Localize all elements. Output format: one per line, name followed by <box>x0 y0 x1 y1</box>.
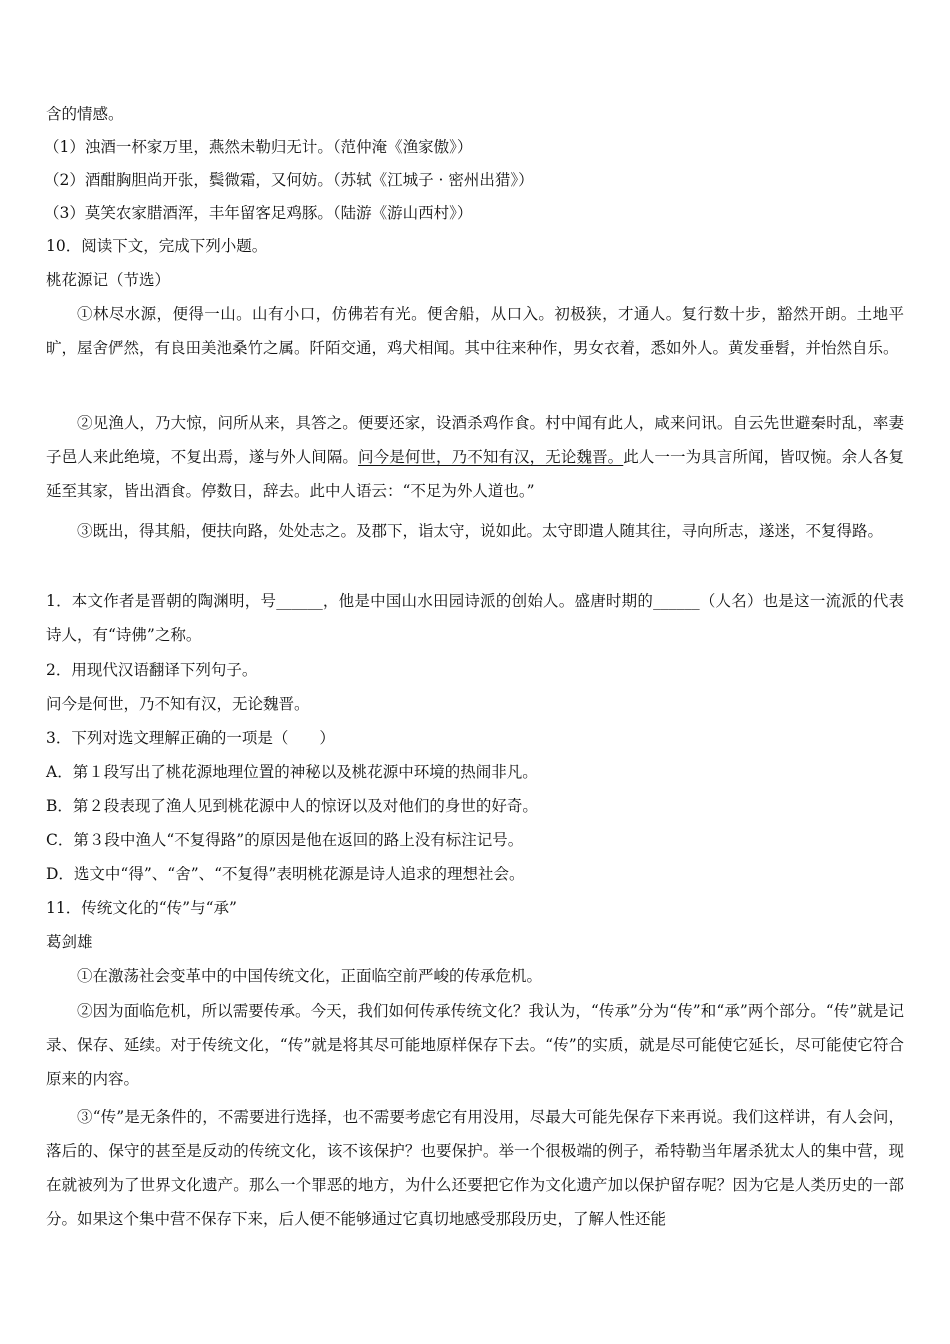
q10-p2-end: 此人一一为具言所闻，皆叹惋。余人各复延至其家，皆出酒食。停数日，辞去。此中人语云：“不足为外人道也。” <box>46 448 904 500</box>
q10-paragraph-3: ③既出，得其船，便扶向路，处处志之。及郡下，诣太守，说如此。太守即遣人随其往，寻向所志，遂迷，不复得路。 <box>77 522 884 540</box>
q9-item-3: （3）莫笑农家腊酒浑，丰年留客足鸡豚。（陆游《游山西村》） <box>44 204 473 222</box>
q11-title: 11．传统文化的“传”与“承” <box>46 899 237 917</box>
option-c: C．第３段中渔人“不复得路”的原因是他在返回的路上没有标注记号。 <box>46 831 524 849</box>
option-b: B．第２段表现了渔人见到桃花源中人的惊讶以及对他们的身世的好奇。 <box>46 797 538 815</box>
q10-sub-question-3: 3．下列对选文理解正确的一项是（ ） <box>46 729 335 747</box>
q10-sub-question-1: 1．本文作者是晋朝的陶渊明，号______，他是中国山水田园诗派的创始人。盛唐时期的______（人名）也是这一流派的代表诗人，有“诗佛”之称。 <box>46 592 904 644</box>
q10-passage-title: 桃花源记（节选） <box>46 271 171 289</box>
q10-p2-underlined: 问今是何世，乃不知有汉，无论魏晋。 <box>358 448 624 466</box>
q9-item-2: （2）酒酣胸胆尚开张，鬓微霜，又何妨。（苏轼《江城子 · 密州出猎》） <box>44 171 534 189</box>
q10-p2-start: ②见渔人，乃大惊，问所从来，具答之。便要还家，设酒杀鸡作食。村中闻有此人，咸来问讯。自云先世避秦时乱，率妻子邑人来此绝境，不复出焉，遂与外人间隔。 <box>46 414 904 466</box>
q11-author: 葛剑雄 <box>46 933 93 951</box>
q9-tail: 含的情感。 <box>46 105 124 123</box>
q9-item-1: （1）浊酒一杯家万里，燕然未勒归无计。（范仲淹《渔家傲》） <box>44 138 473 156</box>
option-d: D．选文中“得”、“舍”、“不复得”表明桃花源是诗人追求的理想社会。 <box>46 865 525 883</box>
q10-title: 10．阅读下文，完成下列小题。 <box>46 237 268 255</box>
q11-paragraph-2: ②因为面临危机，所以需要传承。今天，我们如何传承传统文化？我认为，“传承”分为“传”和“承”两个部分。“传”就是记录、保存、延续。对于传统文化，“传”就是将其尽可能地原样保存下去。“传”的实质，就是尽可能使它延长，尽可能使它符合原来的内容。 <box>46 1002 904 1088</box>
q10-sub-question-2: 2．用现代汉语翻译下列句子。 <box>46 661 258 679</box>
q10-paragraph-1: ①林尽水源，便得一山。山有小口，仿佛若有光。便舍船，从口入。初极狭，才通人。复行数十步，豁然开朗。土地平旷，屋舍俨然，有良田美池桑竹之属。阡陌交通，鸡犬相闻。其中往来种作，男女衣着，悉如外人。黄发垂髫，并怡然自乐。 <box>46 305 904 357</box>
q11-paragraph-3: ③“传”是无条件的，不需要进行选择，也不需要考虑它有用没用，尽最大可能先保存下来再说。我们这样讲，有人会问，落后的、保守的甚至是反动的传统文化，该不该保护？也要保护。举一个很极端的例子，希特勒当年屠杀犹太人的集中营，现在就被列为了世界文化遗产。那么一个罪恶的地方，为什么还要把它作为文化遗产加以保护留存呢？因为它是人类历史的一部分。如果这个集中营不保存下来，后人便不能够通过它真切地感受那段历史，了解人性还能 <box>46 1108 904 1228</box>
option-a: A．第１段写出了桃花源地理位置的神秘以及桃花源中环境的热闹非凡。 <box>46 763 538 781</box>
q10-paragraph-2 <box>46 406 904 508</box>
q11-paragraph-1: ①在激荡社会变革中的中国传统文化，正面临空前严峻的传承危机。 <box>77 967 543 985</box>
q10-translate-sentence: 问今是何世，乃不知有汉，无论魏晋。 <box>46 695 310 713</box>
